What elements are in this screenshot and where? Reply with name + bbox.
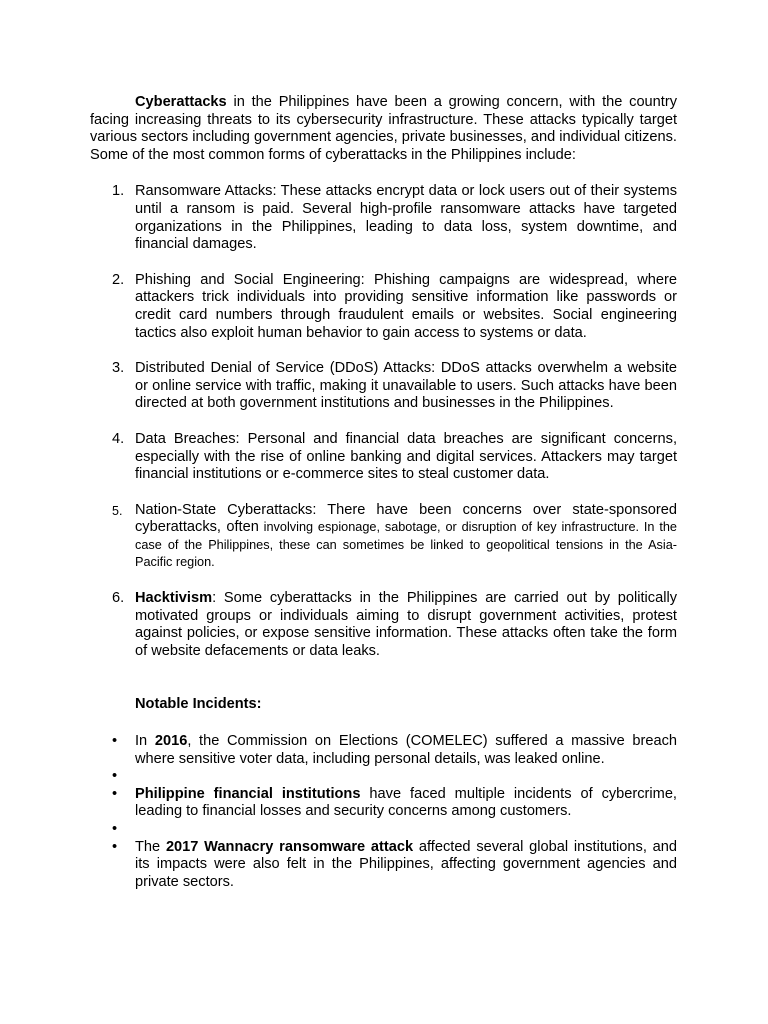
bullet-text-bold: 2017 Wannacry ransomware attack [165, 838, 414, 855]
list-item-text: Data Breaches: Personal and financial data breaches are significant concerns, especially with the rise of online banking and digital services. Attackers may target financial institutions or e-commerce sites to steal customer data. [135, 430, 677, 483]
list-item-text: Phishing and Social Engineering: Phishing campaigns are widespread, where attackers trick individuals into providing sensitive information like passwords or credit card numbers through fraudulent emails or websites. Social engineering tactics also exploit human behavior to gain access to systems or data. [135, 271, 677, 341]
list-number: 4. [112, 430, 125, 447]
list-item [90, 183, 677, 253]
intro-text: in the Philippines have been a growing concern, with the country facing increasing threats to its cybersecurity infrastructure. These attacks typically target various sectors including government agencies, private businesses, and individual citizens. Some of the most common forms of cyberattacks in the Philippines include: [90, 94, 677, 163]
list-item-text: Nation-State Cyberattacks: There have been concerns over state-sponsored cyberattacks, often [135, 501, 677, 536]
list-item [90, 502, 677, 572]
bullet-text-bold: 2016 [154, 733, 188, 750]
bullet-text-bold: Philippine financial institutions [135, 785, 361, 802]
intro-bold-lead: Cyberattacks [135, 94, 227, 110]
list-item [90, 431, 677, 484]
bullet-text-pre: In [135, 733, 155, 750]
list-number: 1. [112, 183, 125, 200]
bullet-symbol: • [112, 768, 118, 785]
list-number: 6. [112, 590, 125, 607]
list-number: 2. [112, 271, 125, 288]
list-item [90, 360, 677, 413]
list-item [90, 272, 677, 342]
document-page [90, 94, 677, 891]
list-number: 5. [112, 503, 123, 518]
bullet-symbol: • [112, 785, 118, 802]
list-item-text: Ransomware Attacks: These attacks encrypt data or lock users out of their systems until a ransom is paid. Several high-profile ransomware attacks have targeted organizations in the Philippines, leading to data loss, system downtime, and financial damages. [135, 183, 677, 253]
list-item [90, 590, 677, 660]
bullet-item-empty [90, 768, 677, 786]
bullet-text-post: , the Commission on Elections (COMELEC) suffered a massive breach where sensitive voter data, including personal details, was leaked online. [135, 733, 677, 767]
list-number: 3. [112, 360, 125, 377]
bullet-symbol: • [112, 733, 118, 750]
intro-paragraph [90, 94, 677, 164]
notable-incidents-list [90, 733, 677, 891]
bullet-text-pre: The [135, 838, 166, 855]
bullet-item-empty [90, 821, 677, 839]
bullet-symbol: • [112, 838, 118, 855]
list-item-text-small: involving espionage, sabotage, or disruption of key infrastructure. In the case of the Philippines, these can sometimes be linked to geopolitical tensions in the Asia-Pacific region. [135, 520, 677, 570]
bullet-text-post: affected several global institutions, and its impacts were also felt in the Philippines, affecting government agencies and private sectors. [135, 838, 677, 890]
bullet-item [90, 733, 677, 768]
bullet-item [90, 786, 677, 821]
cyberattack-types-list [90, 183, 677, 660]
bullet-text-post: have faced multiple incidents of cybercrime, leading to financial losses and security concerns among customers. [135, 785, 677, 820]
list-item-text: Distributed Denial of Service (DDoS) Attacks: DDoS attacks overwhelm a website or online service with traffic, making it unavailable to users. Such attacks have been directed at both government institutions and businesses in the Philippines. [135, 360, 677, 412]
list-item-bold-lead: Hacktivism [135, 590, 213, 607]
bullet-item [90, 839, 677, 892]
list-item-text: : Some cyberattacks in the Philippines are carried out by politically motivated groups or individuals aiming to disrupt government activities, protest against policies, or expose sensitive information. These attacks often take the form of website defacements or data leaks. [135, 590, 677, 659]
notable-incidents-heading: Notable Incidents: [135, 696, 262, 713]
bullet-symbol: • [112, 821, 118, 837]
